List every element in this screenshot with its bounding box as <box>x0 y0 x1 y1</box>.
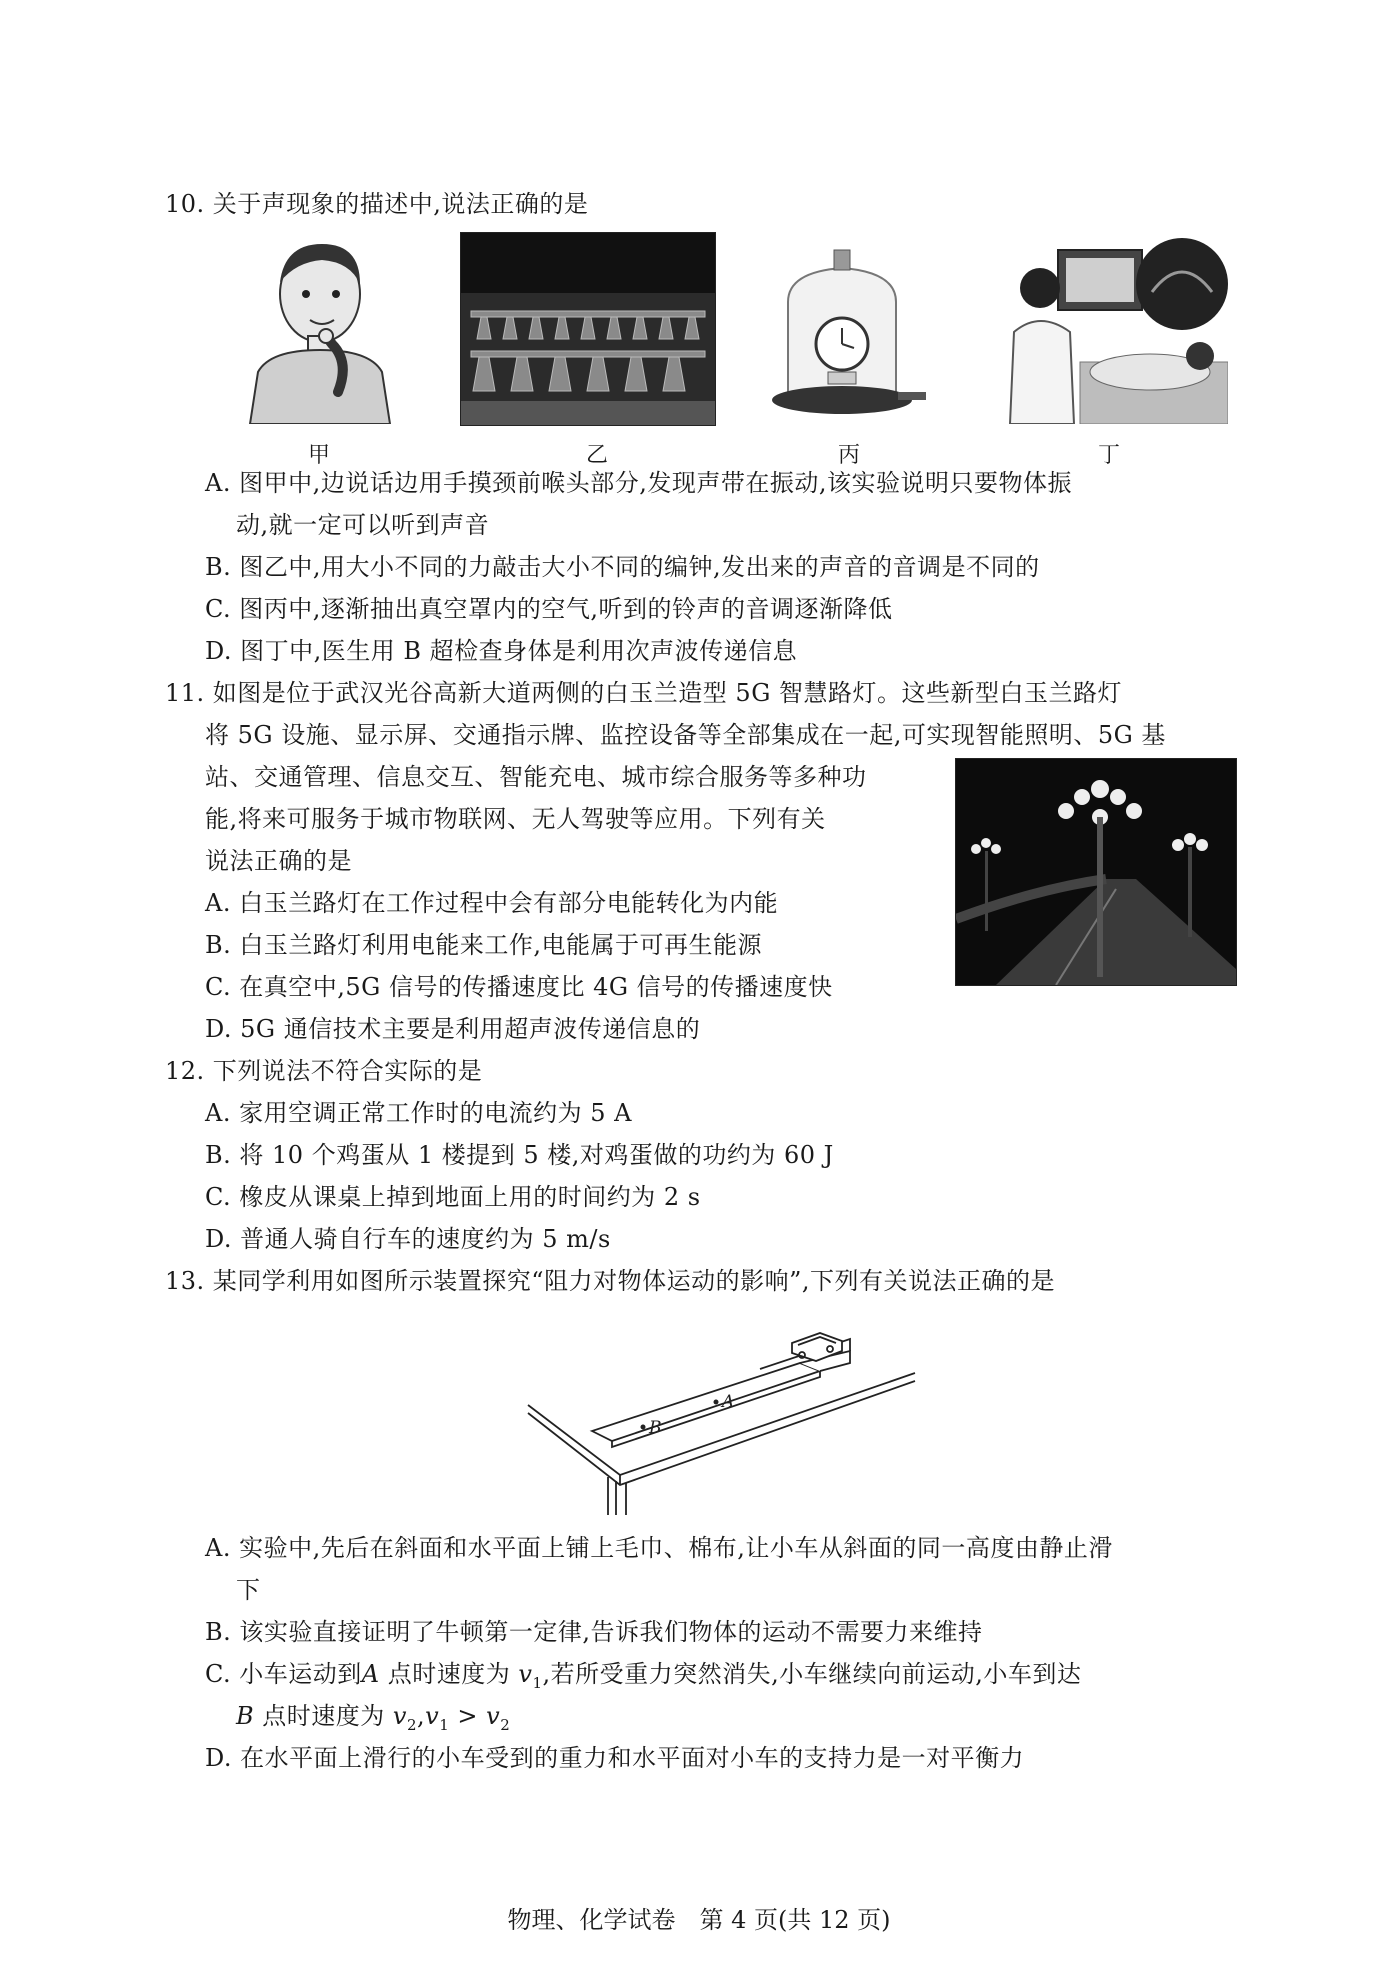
text-segment: C. 小车运动到 <box>205 1660 362 1688</box>
velocity-symbol: v <box>425 1702 440 1730</box>
q10-option-c: C. 图丙中,逐渐抽出真空罩内的空气,听到的铃声的音调逐渐降低 <box>205 595 893 623</box>
q12-option-c: C. 橡皮从课桌上掉到地面上用的时间约为 2 s <box>205 1183 701 1211</box>
q11-stem-line5: 说法正确的是 <box>205 847 352 875</box>
caption-jia: 甲 <box>308 443 331 468</box>
q13-stem: 13. 某同学利用如图所示装置探究“阻力对物体运动的影响”,下列有关说法正确的是 <box>165 1267 1055 1295</box>
q10-option-a-line2: 动,就一定可以听到声音 <box>236 511 490 539</box>
text-segment: 点时速度为 <box>379 1660 519 1688</box>
q10-stem: 10. 关于声现象的描述中,说法正确的是 <box>165 190 589 218</box>
page-footer: 物理、化学试卷 第 4 页(共 12 页) <box>507 1906 891 1934</box>
q12-option-d: D. 普通人骑自行车的速度约为 5 m/s <box>205 1225 611 1253</box>
velocity-symbol: v <box>392 1702 407 1730</box>
caption-ding: 丁 <box>1098 443 1121 468</box>
figure-incline-cart-table <box>520 1305 920 1515</box>
q11-stem-line3: 站、交通管理、信息交互、智能充电、城市综合服务等多种功 <box>205 763 867 791</box>
q11-stem-line4: 能,将来可服务于城市物联网、无人驾驶等应用。下列有关 <box>205 805 826 833</box>
q13-option-c-line1 <box>205 1658 1081 1699</box>
point-a-label: A <box>722 1392 735 1412</box>
velocity-symbol: v <box>518 1660 533 1688</box>
q13-option-a-line2: 下 <box>236 1576 261 1604</box>
text-segment: 点时速度为 <box>254 1702 393 1730</box>
velocity-symbol: v <box>486 1702 501 1730</box>
caption-bing: 丙 <box>838 443 861 468</box>
subscript: 2 <box>500 1715 511 1734</box>
q11-option-c: C. 在真空中,5G 信号的传播速度比 4G 信号的传播速度快 <box>205 973 833 1001</box>
q10-option-d: D. 图丁中,医生用 B 超检查身体是利用次声波传递信息 <box>205 637 798 665</box>
figure-ding-ultrasound <box>1000 232 1228 424</box>
q13-option-c-line2 <box>236 1700 510 1741</box>
q11-option-a: A. 白玉兰路灯在工作过程中会有部分电能转化为内能 <box>205 889 779 917</box>
q10-option-b: B. 图乙中,用大小不同的力敲击大小不同的编钟,发出来的声音的音调是不同的 <box>205 553 1040 581</box>
text-segment: > <box>449 1702 487 1730</box>
figure-magnolia-street-lamp <box>955 758 1237 986</box>
q13-option-b: B. 该实验直接证明了牛顿第一定律,告诉我们物体的运动不需要力来维持 <box>205 1618 983 1646</box>
q12-stem: 12. 下列说法不符合实际的是 <box>165 1057 483 1085</box>
caption-yi: 乙 <box>586 443 609 468</box>
q11-option-b: B. 白玉兰路灯利用电能来工作,电能属于可再生能源 <box>205 931 763 959</box>
q13-option-a-line1: A. 实验中,先后在斜面和水平面上铺上毛巾、棉布,让小车从斜面的同一高度由静止滑 <box>205 1534 1113 1562</box>
point-a-ref: A <box>361 1660 380 1688</box>
q10-option-a-line1: A. 图甲中,边说话边用手摸颈前喉头部分,发现声带在振动,该实验说明只要物体振 <box>205 469 1072 497</box>
q11-option-d: D. 5G 通信技术主要是利用超声波传递信息的 <box>205 1015 701 1043</box>
point-b-label: B <box>649 1418 662 1438</box>
text-segment: ,若所受重力突然消失,小车继续向前运动,小车到达 <box>542 1660 1082 1688</box>
figure-jia-boy-speaking <box>210 232 428 424</box>
figure-bing-bell-jar <box>748 232 936 424</box>
q12-option-a: A. 家用空调正常工作时的电流约为 5 A <box>205 1099 632 1127</box>
point-b-ref: B <box>236 1702 255 1730</box>
q12-option-b: B. 将 10 个鸡蛋从 1 楼提到 5 楼,对鸡蛋做的功约为 60 J <box>205 1141 834 1169</box>
comma: , <box>417 1702 426 1730</box>
q11-stem-line2: 将 5G 设施、显示屏、交通指示牌、监控设备等全部集成在一起,可实现智能照明、5G 基 <box>205 721 1166 749</box>
q13-option-d: D. 在水平面上滑行的小车受到的重力和水平面对小车的支持力是一对平衡力 <box>205 1744 1025 1772</box>
subscript: 1 <box>532 1673 543 1692</box>
figure-yi-chime-bells <box>460 232 716 426</box>
subscript: 1 <box>439 1715 450 1734</box>
q11-stem-line1: 11. 如图是位于武汉光谷高新大道两侧的白玉兰造型 5G 智慧路灯。这些新型白玉兰路灯 <box>165 679 1122 707</box>
subscript: 2 <box>406 1715 418 1734</box>
